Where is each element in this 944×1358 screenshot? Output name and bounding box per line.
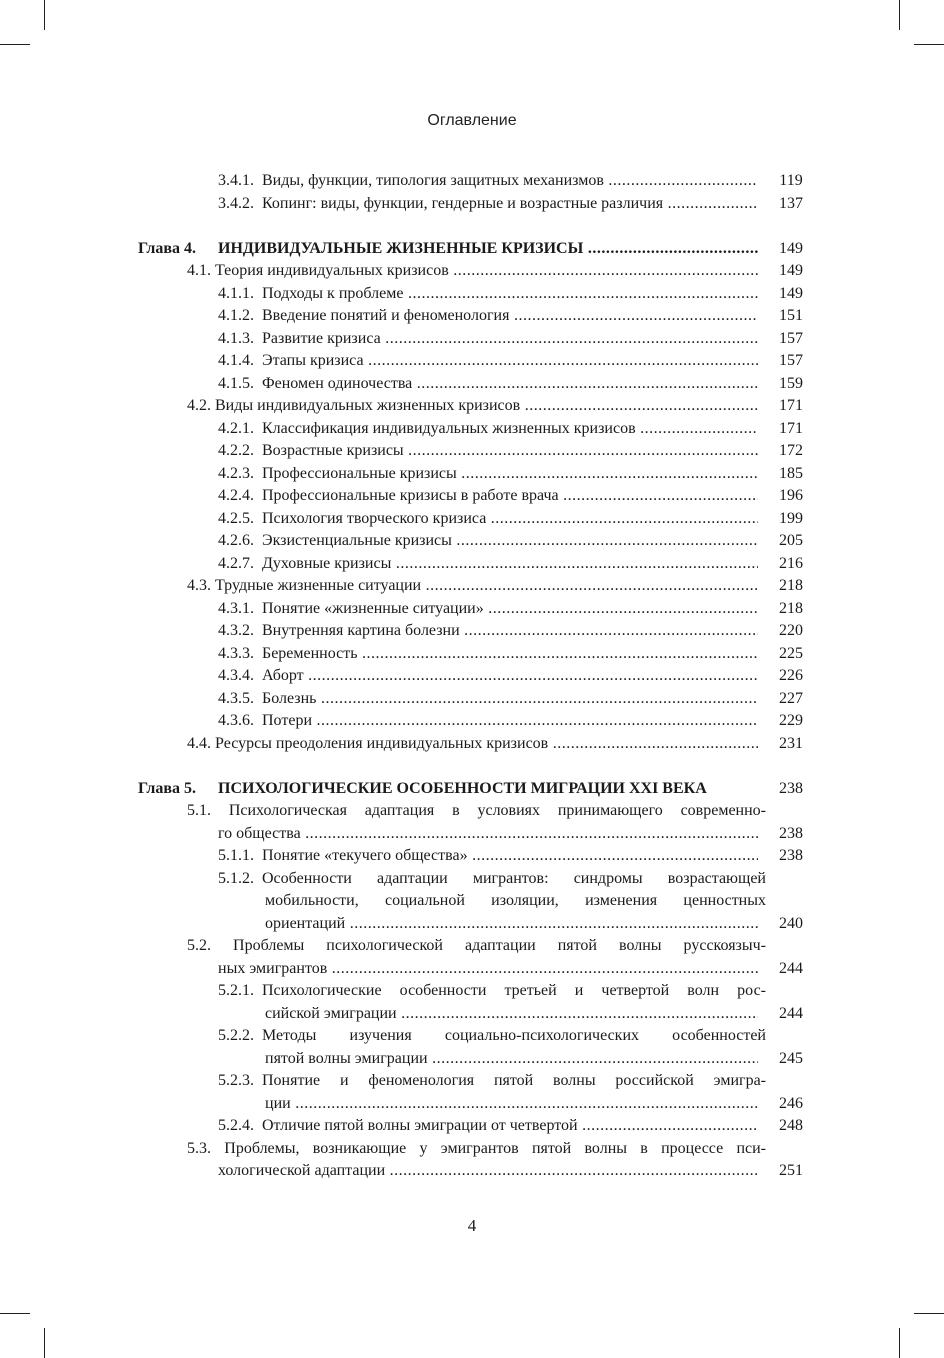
- toc-row: [0, 485, 944, 508]
- toc-row: [0, 890, 944, 913]
- toc-entry-number: 3.4.1.: [218, 172, 254, 189]
- toc-entry[interactable]: [218, 440, 758, 463]
- toc-page-number: 251: [779, 1162, 803, 1179]
- toc-entry-number: 4.2.3.: [218, 464, 254, 482]
- toc-entry-number: 4.2.4.: [218, 487, 254, 504]
- toc-page-number: 244: [779, 959, 803, 977]
- toc-entry-title: Проблемы, возникающие у эмигрантов пятой волны в процессе пси-: [224, 1139, 766, 1157]
- toc-entry[interactable]: [218, 418, 758, 441]
- toc-entry-title: Введение понятий и феноменология: [262, 307, 510, 324]
- toc-entry-title: Развитие кризиса: [262, 329, 381, 347]
- toc-entry[interactable]: [218, 170, 758, 193]
- toc-page-number: 238: [779, 824, 803, 842]
- toc-row: [0, 980, 944, 1003]
- toc-page-number: 245: [779, 1049, 803, 1067]
- toc-entry[interactable]: [218, 305, 758, 328]
- crop-mark: [44, 1328, 45, 1358]
- toc-entry-title: Методы изучения социально-психологических особенностей: [262, 1027, 766, 1044]
- toc-entry[interactable]: [218, 485, 758, 508]
- toc-entry-continuation: [218, 823, 758, 846]
- toc-entry-title: Отличие пятой волны эмиграции от четвертой: [262, 1117, 578, 1134]
- toc-row: [0, 643, 944, 666]
- toc-page-number: 226: [779, 667, 803, 684]
- toc-entry-number: 5.2.1.: [218, 982, 254, 999]
- toc-gap: [0, 215, 944, 238]
- toc-entry[interactable]: [218, 868, 766, 891]
- toc-entry-title: Психологические особенности третьей и четвертой волн рос-: [262, 982, 766, 999]
- toc-page-number: 119: [779, 172, 803, 189]
- toc-page-number: 137: [779, 194, 803, 212]
- chapter-title[interactable]: [218, 238, 758, 261]
- toc-entry-continuation: [265, 1048, 758, 1071]
- toc-page-number: 171: [779, 397, 803, 414]
- toc-page-number: 205: [779, 532, 803, 549]
- toc-entry-number: 5.1.: [187, 802, 211, 819]
- toc-entry-title: Аборт: [262, 667, 304, 684]
- toc-page-number: 238: [779, 779, 803, 797]
- toc-entry-continuation: мобильности, социальной изоляции, изменения ценностных: [265, 892, 766, 909]
- toc-entry-title: Феномен одиночества: [262, 374, 413, 392]
- toc-entry-title: Болезнь: [262, 689, 317, 707]
- toc-entry[interactable]: [187, 733, 758, 756]
- toc-entry-number: 4.2.5.: [218, 509, 254, 527]
- toc-entry[interactable]: [218, 665, 758, 688]
- toc-entry-title: Понятие «жизненные ситуации»: [262, 599, 484, 617]
- toc-page-number: 172: [779, 442, 803, 459]
- toc-page-number: 157: [779, 352, 803, 369]
- toc-entry-continuation-text: ных эмигрантов: [218, 959, 328, 977]
- toc-row: [0, 373, 944, 396]
- toc-row: [0, 530, 944, 553]
- toc-entry-title: Трудные жизненные ситуации: [215, 577, 422, 594]
- toc-page-number: 246: [779, 1094, 803, 1112]
- toc-entry[interactable]: [187, 1138, 766, 1161]
- toc-entry[interactable]: [187, 260, 758, 283]
- toc-page-number: 229: [779, 712, 803, 729]
- toc-row: [0, 733, 944, 756]
- toc-page-number: 171: [779, 419, 803, 437]
- toc-entry[interactable]: [187, 800, 766, 823]
- toc-row: [0, 1070, 944, 1093]
- toc-row: [0, 170, 944, 193]
- toc-entry-number: 4.3.5.: [218, 689, 254, 707]
- toc-entry-title: Теория индивидуальных кризисов: [215, 262, 449, 279]
- toc-entry-title: Внутренняя картина болезни: [262, 622, 460, 639]
- toc-entry-number: 4.3.6.: [218, 712, 254, 729]
- toc-entry-number: 4.4.: [187, 734, 211, 752]
- toc-page-number: 225: [779, 644, 803, 662]
- toc-entry-number: 4.3.3.: [218, 644, 254, 662]
- toc-row: [0, 823, 944, 846]
- toc-entry-number: 5.1.1.: [218, 847, 254, 864]
- toc-entry-number: 4.1.1.: [218, 284, 254, 302]
- toc-row: [0, 598, 944, 621]
- crop-mark: [914, 1313, 944, 1314]
- toc-row: [0, 508, 944, 531]
- toc-row: [0, 1003, 944, 1026]
- toc-entry-continuation-text: пятой волны эмиграции: [265, 1049, 428, 1067]
- toc-entry-number: 4.3.4.: [218, 667, 254, 684]
- toc-entry-title: Возрастные кризисы: [262, 442, 404, 459]
- toc-entry-number: 5.3.: [187, 1139, 211, 1157]
- toc-entry[interactable]: [218, 530, 758, 553]
- toc-row: [0, 1025, 944, 1048]
- toc-row: [0, 688, 944, 711]
- toc-entry-number: 4.2.1.: [218, 419, 254, 437]
- toc-page-number: 220: [779, 622, 803, 639]
- chapter-title-text: ИНДИВИДУАЛЬНЫЕ ЖИЗНЕННЫЕ КРИЗИСЫ: [218, 239, 584, 257]
- toc-row: [0, 350, 944, 373]
- toc-page-number: 151: [779, 307, 803, 324]
- toc-entry[interactable]: [218, 328, 758, 351]
- toc-entry[interactable]: [218, 508, 758, 531]
- toc-row: [0, 1115, 944, 1138]
- toc-entry[interactable]: [218, 598, 758, 621]
- toc-row: [0, 1093, 944, 1116]
- toc-entry[interactable]: [218, 1070, 766, 1093]
- toc-entry-title: Экзистенциальные кризисы: [262, 532, 452, 549]
- toc-entry[interactable]: [218, 463, 758, 486]
- toc-entry[interactable]: [187, 575, 758, 598]
- toc-page-number: 216: [779, 554, 803, 572]
- toc-entry-title: Копинг: виды, функции, гендерные и возрастные различия: [262, 194, 664, 212]
- toc-entry-title: Профессиональные кризисы в работе врача: [262, 487, 559, 504]
- toc-entry-continuation-text: сийской эмиграции: [265, 1004, 397, 1022]
- toc-row: [0, 1048, 944, 1071]
- toc-entry[interactable]: [218, 193, 758, 216]
- toc-entry-number: 4.1.5.: [218, 374, 254, 392]
- toc-entry-continuation: [265, 1003, 758, 1026]
- toc-entry-title: Понятие и феноменология пятой волны российской эмигра-: [262, 1072, 766, 1089]
- crop-mark: [44, 0, 45, 30]
- toc-row: [0, 1138, 944, 1161]
- toc-entry[interactable]: [187, 395, 758, 418]
- toc-entry-title: Беременность: [262, 644, 358, 662]
- toc-row: [0, 575, 944, 598]
- toc-entry-continuation: [218, 958, 758, 981]
- toc-row: [0, 463, 944, 486]
- toc-entry-title: Особенности адаптации мигрантов: синдромы возрастающей: [262, 869, 766, 887]
- toc-entry-continuation-text: хологической адаптации: [218, 1162, 386, 1179]
- toc-entry-number: 5.2.4.: [218, 1117, 254, 1134]
- toc-row: [0, 440, 944, 463]
- toc-entry-title: Профессиональные кризисы: [262, 464, 457, 482]
- chapter-title[interactable]: [218, 778, 778, 801]
- toc-row: [0, 238, 944, 261]
- toc-entry[interactable]: [218, 350, 758, 373]
- crop-mark: [0, 44, 30, 45]
- toc-entry[interactable]: [218, 553, 758, 576]
- toc-entry-continuation-text: ции: [265, 1094, 291, 1112]
- toc-entry-continuation: [265, 1093, 758, 1116]
- toc-entry-number: 4.2.6.: [218, 532, 254, 549]
- chapter-label: Глава 4.: [138, 239, 196, 257]
- toc-entry-title: Духовные кризисы: [262, 554, 392, 572]
- toc-row: [0, 665, 944, 688]
- toc-entry-continuation: [265, 913, 758, 936]
- toc-entry-number: 4.2.: [187, 397, 211, 414]
- chapter-title-text: ПСИХОЛОГИЧЕСКИЕ ОСОБЕННОСТИ МИГРАЦИИ XXI ВЕКА: [218, 779, 707, 797]
- crop-mark: [0, 1313, 30, 1314]
- toc-entry-number: 4.2.2.: [218, 442, 254, 459]
- toc-entry-title: Этапы кризиса: [262, 352, 364, 369]
- toc-entry-number: 4.3.1.: [218, 599, 254, 617]
- toc-row: [0, 1160, 944, 1183]
- toc-entry-number: 5.2.: [187, 937, 211, 954]
- toc-row: [0, 845, 944, 868]
- toc-row: [0, 935, 944, 958]
- toc-page-number: 157: [779, 329, 803, 347]
- toc-entry-number: 4.1.2.: [218, 307, 254, 324]
- toc-entry-number: 4.1.3.: [218, 329, 254, 347]
- toc-entry-number: 5.2.2.: [218, 1027, 254, 1044]
- toc-entry-title: Ресурсы преодоления индивидуальных кризисов: [215, 734, 549, 752]
- toc-row: [0, 553, 944, 576]
- toc-row: [0, 958, 944, 981]
- toc-page-number: 159: [779, 374, 803, 392]
- toc-entry-continuation-text: ориентаций: [265, 914, 346, 932]
- chapter-label: Глава 5.: [138, 779, 196, 797]
- toc-row: [0, 193, 944, 216]
- toc-entry[interactable]: [218, 620, 758, 643]
- toc-entry-title: Понятие «текучего общества»: [262, 847, 468, 864]
- toc-page-number: 218: [779, 599, 803, 617]
- toc-page-number: 240: [779, 914, 803, 932]
- toc-entry-continuation-text: го общества: [218, 824, 301, 842]
- toc-entry[interactable]: [218, 980, 766, 1003]
- toc-entry-number: 4.3.: [187, 577, 211, 594]
- toc-gap: [0, 755, 944, 778]
- toc-entry[interactable]: [218, 845, 758, 868]
- toc-row: [0, 913, 944, 936]
- running-head: Оглавление: [427, 112, 517, 129]
- toc-entry-title: Виды индивидуальных жизненных кризисов: [215, 397, 521, 414]
- toc-page-number: 149: [779, 262, 803, 279]
- toc-row: [0, 620, 944, 643]
- toc-page-number: 199: [779, 509, 803, 527]
- toc-entry-title: Подходы к проблеме: [262, 284, 404, 302]
- toc-entry-title: Виды, функции, типология защитных механизмов: [262, 172, 604, 189]
- toc-row: [0, 778, 944, 801]
- toc-entry[interactable]: [218, 373, 758, 396]
- toc-page-number: 248: [779, 1117, 803, 1134]
- toc-row: [0, 260, 944, 283]
- toc-page-number: 238: [779, 847, 803, 864]
- toc-entry-number: 4.3.2.: [218, 622, 254, 639]
- toc-entry[interactable]: [218, 1115, 758, 1138]
- toc-page-number: 185: [779, 464, 803, 482]
- toc-entry-continuation: [218, 1160, 758, 1183]
- toc-page-number: 244: [779, 1004, 803, 1022]
- toc-page-number: 218: [779, 577, 803, 594]
- toc-page-number: 149: [779, 284, 803, 302]
- toc-row: [0, 305, 944, 328]
- toc-entry-number: 5.2.3.: [218, 1072, 254, 1089]
- toc-page-number: 227: [779, 689, 803, 707]
- toc-entry-number: 4.1.4.: [218, 352, 254, 369]
- toc-row: [0, 418, 944, 441]
- toc-row: [0, 868, 944, 891]
- toc-entry-number: 3.4.2.: [218, 194, 254, 212]
- toc-entry[interactable]: [218, 643, 758, 666]
- toc-entry-number: 5.1.2.: [218, 869, 254, 887]
- crop-mark: [899, 0, 900, 30]
- toc-entry-number: 4.2.7.: [218, 554, 254, 572]
- toc-row: [0, 328, 944, 351]
- page-number: 4: [467, 1216, 477, 1235]
- crop-mark: [914, 44, 944, 45]
- toc-row: [0, 800, 944, 823]
- toc-entry[interactable]: [218, 710, 758, 733]
- toc-page-number: 231: [779, 734, 803, 752]
- toc-page-number: 149: [779, 239, 803, 257]
- toc-row: [0, 395, 944, 418]
- table-of-contents: [0, 170, 944, 1183]
- toc-entry[interactable]: [187, 935, 766, 958]
- toc-entry-title: Классификация индивидуальных жизненных кризисов: [262, 419, 636, 437]
- toc-entry-title: Проблемы психологической адаптации пятой волны русскоязыч-: [233, 937, 766, 954]
- toc-entry[interactable]: [218, 283, 758, 306]
- toc-entry-number: 4.1.: [187, 262, 211, 279]
- toc-row: [0, 283, 944, 306]
- toc-page-number: 196: [779, 487, 803, 504]
- toc-row: [0, 710, 944, 733]
- toc-entry-title: Психология творческого кризиса: [262, 509, 487, 527]
- toc-entry[interactable]: [218, 688, 758, 711]
- toc-entry-title: Психологическая адаптация в условиях принимающего современно-: [228, 802, 766, 819]
- toc-entry[interactable]: [218, 1025, 766, 1048]
- crop-mark: [899, 1328, 900, 1358]
- toc-entry-title: Потери: [262, 712, 312, 729]
